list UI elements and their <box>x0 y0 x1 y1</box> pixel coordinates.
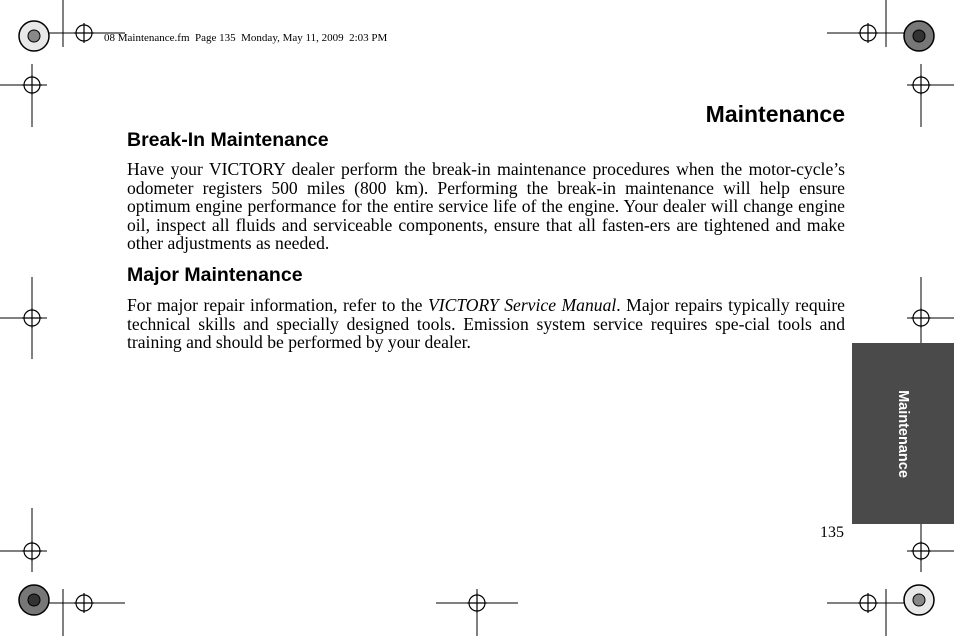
print-slug: 08 Maintenance.fm Page 135 Monday, May 11, 2009 2:03 PM <box>104 32 388 44</box>
section-heading-break-in: Break-In Maintenance <box>127 129 329 151</box>
service-manual-title: VICTORY Service Manual <box>427 295 617 315</box>
paragraph-text: For major repair information, refer to the <box>127 295 428 315</box>
paragraph-text: . Major repairs typically require technical skills and specially designed tools. Emission system service requires spe-cial tools and training and should be performed by your dealer. <box>127 295 845 353</box>
section-paragraph-major <box>127 296 845 352</box>
chapter-tab-label: Maintenance <box>895 389 911 478</box>
chapter-tab <box>852 343 954 524</box>
page-number: 135 <box>820 524 844 541</box>
section-paragraph-break-in: Have your VICTORY dealer perform the break-in maintenance procedures when the motor-cycle’s odometer registers 500 miles (800 km). Performing the break-in maintenance will help ensure optimum engine performance for the entire service life of the engine. Your dealer will change engine oil, inspect all fluids and serviceable components, ensure that all fasten-ers are tightened and make other adjustments as needed. <box>127 159 845 254</box>
section-heading-major: Major Maintenance <box>127 264 303 286</box>
page-title: Maintenance <box>705 101 845 127</box>
